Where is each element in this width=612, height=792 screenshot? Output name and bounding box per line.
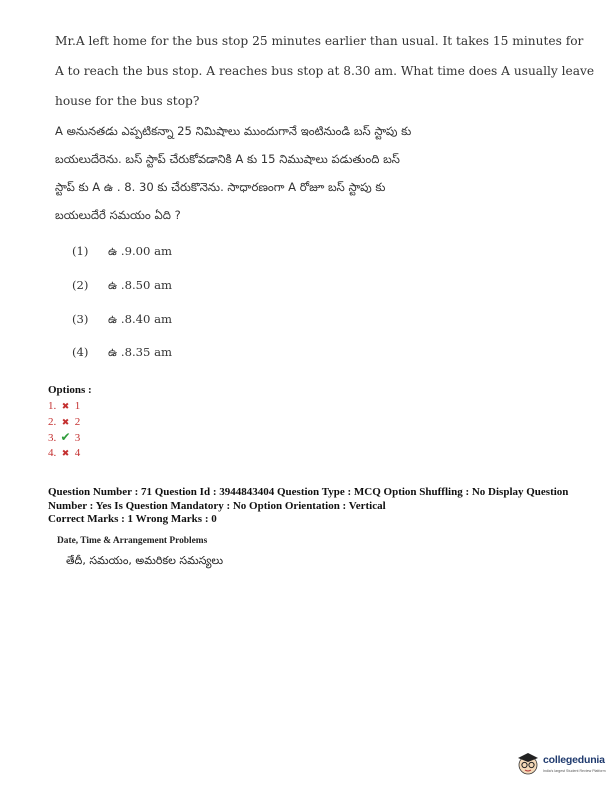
option-label: 2. [48,415,57,428]
brand-watermark [515,748,607,780]
metadata-line: Question Number : 71 Question Id : 3944843404 Question Type : MCQ Option Shuffling : No Display Question [48,486,569,498]
collegedunia-logo-icon [515,750,541,776]
marks-line: Correct Marks : 1 Wrong Marks : 0 [48,513,217,525]
choice-value: ఉ .8.50 am [108,278,173,292]
wrong-cross-icon: ✖ [61,416,70,427]
question-english-line: house for the bus stop? [55,94,200,108]
choice-number: (2) [72,278,89,292]
option-item-correct [48,430,92,446]
wrong-cross-icon: ✖ [61,447,70,458]
option-item [48,446,92,462]
option-value: 2 [74,415,81,428]
question-english-line: Mr.A left home for the bus stop 25 minutes earlier than usual. It takes 15 minutes for [55,34,584,48]
question-english-line: A to reach the bus stop. A reaches bus stop at 8.30 am. What time does A usually leave [55,64,595,78]
question-telugu-line: A అనునతడు ఎప్పటికన్నా 25 నిమిషాలు ముందుగానే ఇంటినుండి బస్ స్టాపు కు [55,124,412,138]
option-item [48,399,92,415]
option-value: 4 [74,446,81,459]
question-telugu [55,117,515,229]
option-label: 4. [48,446,57,459]
option-label: 3. [48,432,57,444]
question-telugu-line: స్టాప్ కు A ఉ . 8. 30 కు చేరుకొనెను. సాధారణంగా A రోజూ బస్ స్టాపు కు [55,180,386,194]
metadata-line: Number : Yes Is Question Mandatory : No Option Orientation : Vertical [48,499,386,512]
choice-1 [72,244,172,261]
choice-4 [72,345,172,362]
choice-value: ఉ .9.00 am [108,244,173,258]
question-metadata [48,486,588,527]
question-telugu-line: బయలుదేరెను. బస్ స్టాప్ చేరుకోవడానికి A కు 15 నిముషాలు పడుతుంది బస్ [55,152,400,166]
choice-3 [72,312,172,329]
option-label: 1. [48,400,57,412]
brand-tagline: India's largest Student Review Platform [543,769,606,773]
wrong-cross-icon: ✖ [61,401,70,411]
option-value: 1 [74,400,81,412]
option-item [48,415,92,431]
topic-english: Date, Time & Arrangement Problems [57,536,208,546]
correct-check-icon: ✔ [60,430,71,444]
choice-value: ఉ .8.40 am [108,312,173,326]
options-list [48,384,92,461]
options-header: Options : [48,384,92,396]
brand-name: collegedunia [543,754,605,766]
question-telugu-line: బయలుదేరే సమయం ఏది ? [55,208,181,222]
choice-value: ఉ .8.35 am [108,345,173,359]
topic-telugu: తేదీ, సమయం, అమరికల సమస్యలు [66,554,223,567]
choice-2 [72,278,172,295]
question-english [55,26,595,116]
choice-number: (1) [72,244,89,258]
choice-number: (4) [72,345,89,359]
choice-number: (3) [72,312,89,326]
option-value: 3 [74,432,81,444]
